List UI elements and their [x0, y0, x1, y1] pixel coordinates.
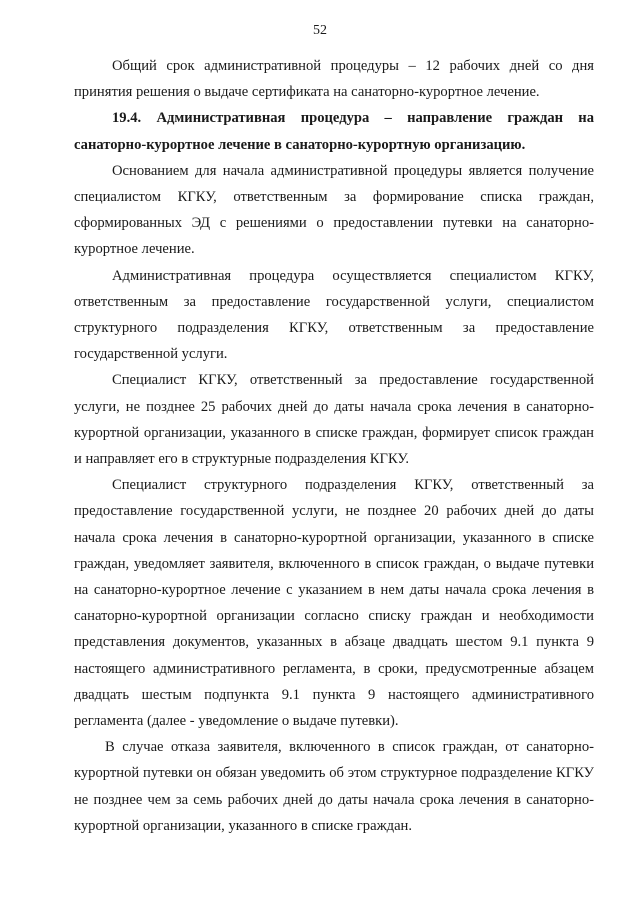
paragraph-list-forming: Специалист КГКУ, ответственный за предоставление государственной услуги, не позднее 25 рабочих дней до даты начала срока лечения в санаторно-курортной организации, указанного в списке граждан, формирует список граждан и направляет его в структурные подразделения КГКУ.	[74, 372, 594, 468]
paragraph-applicant-notification: Специалист структурного подразделения КГКУ, ответственный за предоставление государственной услуги, не позднее 20 рабочих дней до даты начала срока лечения в санаторно-курортной организации, указанного в списке граждан, уведомляет заявителя, включенного в список граждан, о выдаче путевки на санаторно-курортное лечение с указанием в нем даты начала срока лечения в санаторно-курортной организации согласно списку граждан и необходимости представления документов, указанных в абзаце двадцать шестом 9.1 пункта 9 настоящего административного регламента, в сроки, предусмотренные абзацем двадцать шестым подпункта 9.1 пункта 9 настоящего административного регламента (далее - уведомление о выдаче путевки).	[74, 477, 594, 730]
document-body	[74, 53, 594, 839]
page-number: 52	[313, 23, 327, 38]
paragraph-refusal: В случае отказа заявителя, включенного в список граждан, от санаторно-курортной путевки он обязан уведомить об этом структурное подразделение КГКУ не позднее чем за семь рабочих дней до даты начала срока лечения в санаторно-курортной организации, указанного в списке граждан.	[74, 739, 594, 834]
paragraph-procedure-basis: Основанием для начала административной процедуры является получение специалистом КГКУ, ответственным за формирование списка граждан, сформированных ЭД с решениями о предоставлении путевки на санаторно-курортное лечение.	[74, 162, 594, 258]
paragraph-procedure-performer: Административная процедура осуществляется специалистом КГКУ, ответственным за предоставление государственной услуги, специалистом структурного подразделения КГКУ, ответственным за предоставление государственной услуги.	[74, 267, 594, 363]
paragraph-procedure-term: Общий срок административной процедуры – 12 рабочих дней со дня принятия решения о выдаче сертификата на санаторно-курортное лечение.	[74, 58, 594, 101]
section-heading-19-4: 19.4. Административная процедура – направление граждан на санаторно-курортное лечение в санаторно-курортную организацию.	[74, 110, 594, 153]
